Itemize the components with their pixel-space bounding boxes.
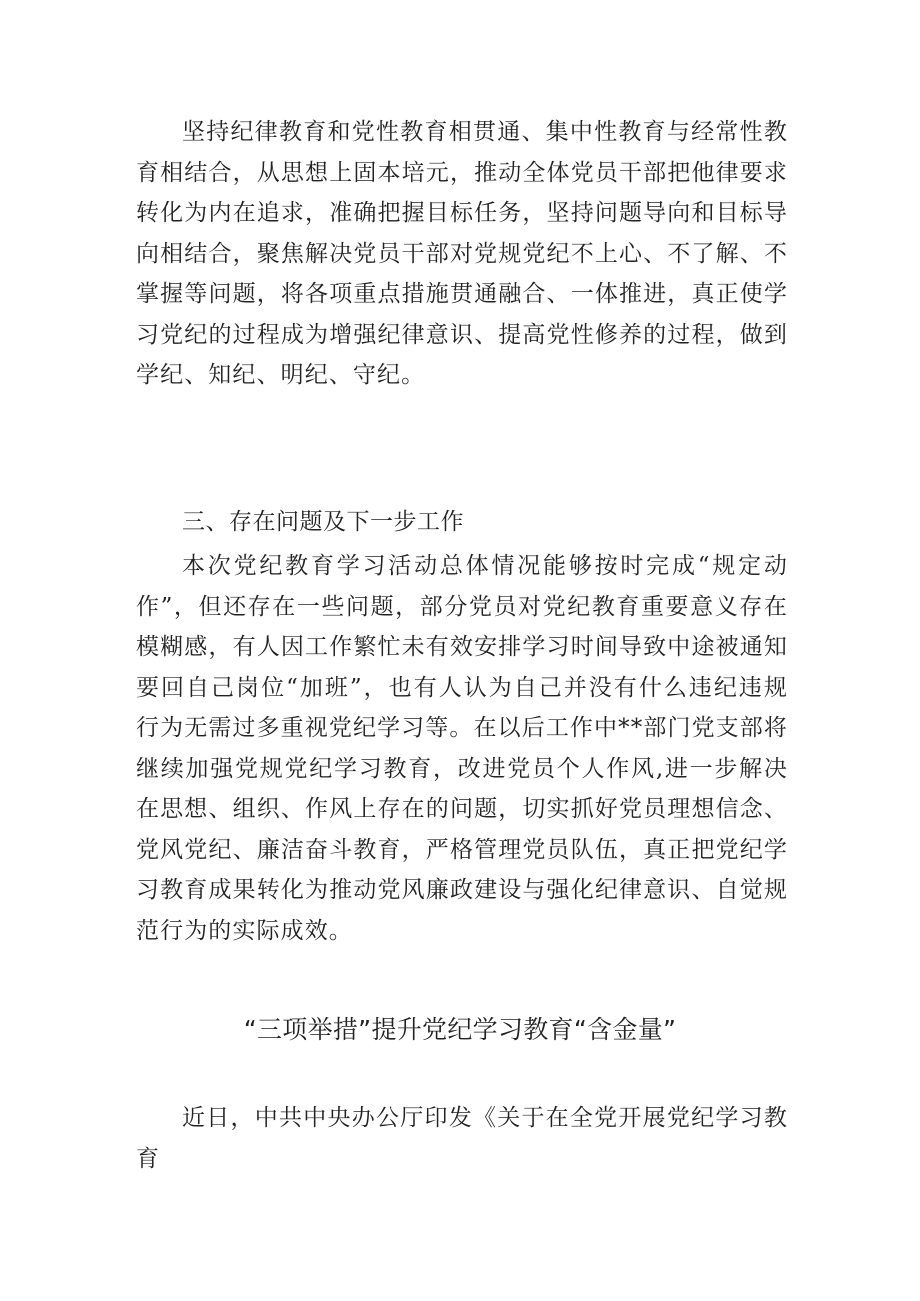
section-heading: 三、存在问题及下一步工作: [182, 509, 464, 535]
article-title: “三项举措”提升党纪学习教育“含金量”: [243, 1015, 677, 1044]
body-paragraph: 坚持纪律教育和党性教育相贯通、集中性教育与经常性教育相结合，从思想上固本培元，推动全体党员干部把他律要求转化为内在追求，准确把握目标任务，坚持问题导向和目标导向相结合，聚焦解决党员干部对党规党纪不上心、不了解、不掌握等问题，将各项重点措施贯通融合、一体推进，真正使学习党纪的过程成为增强纪律意识、提高党性修养的过程，做到学纪、知纪、明纪、守纪。: [136, 119, 788, 388]
body-paragraph: 本次党纪教育学习活动总体情况能够按时完成“规定动作”，但还存在一些问题，部分党员对党纪教育重要意义存在模糊感，有人因工作繁忙未有效安排学习时间导致中途被通知要回自己岗位“加班”，也有人认为自己并没有什么违纪违规行为无需过多重视党纪学习等。在以后工作中**部门党支部将继续加强党规党纪学习教育，改进党员个人作风,进一步解决在思想、组织、作风上存在的问题，切实抓好党员理想信念、党风党纪、廉洁奋斗教育，严格管理党员队伍，真正把党纪学习教育成果转化为推动党风廉政建设与强化纪律意识、自觉规范行为的实际成效。: [136, 553, 788, 944]
body-paragraph: 近日，中共中央办公厅印发《关于在全党开展党纪学习教育: [136, 1105, 788, 1172]
